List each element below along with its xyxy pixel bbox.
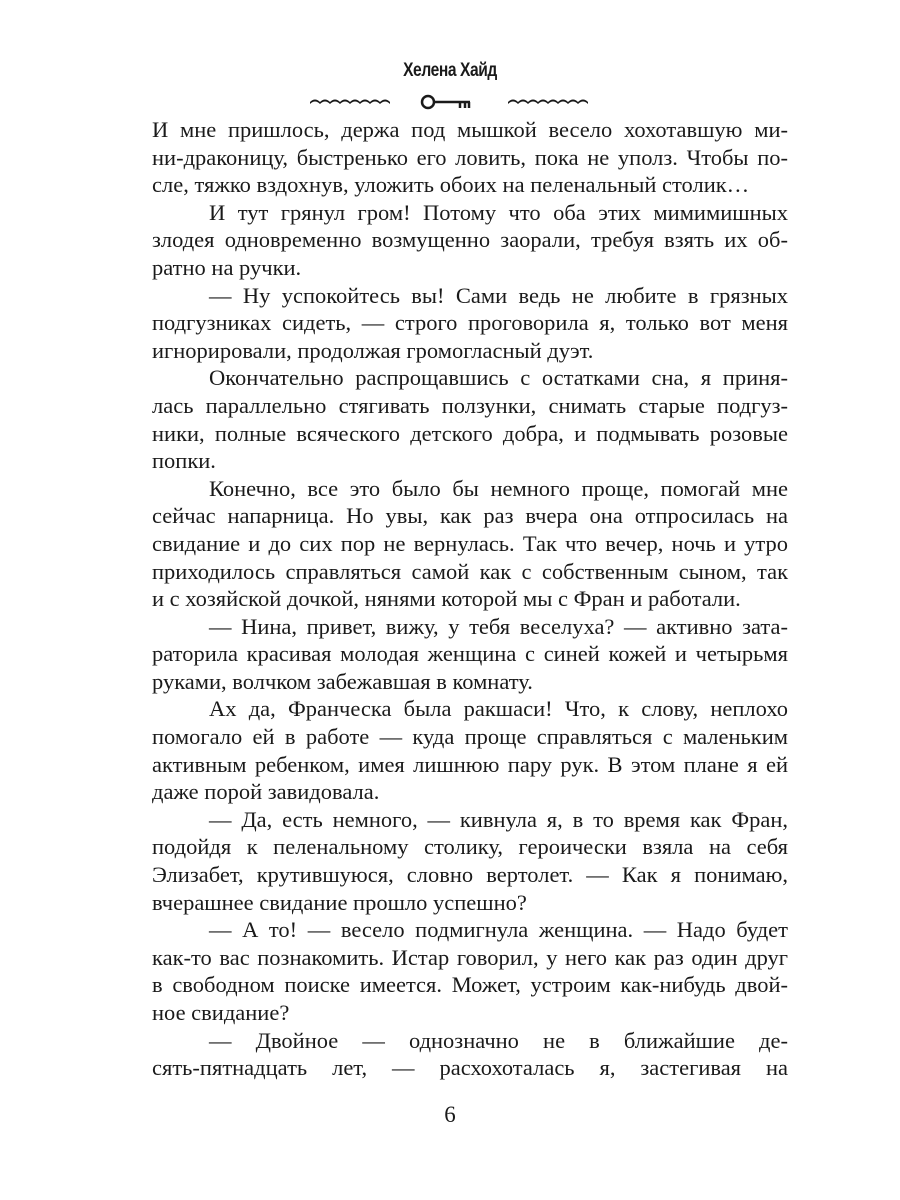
page-number: 6 [444,1102,456,1127]
paragraph [152,116,788,199]
text-line: лась параллельно стягивать ползунки, снимать старые подгуз- [152,392,788,418]
text-line: как-то вас познакомить. Истар говорил, у него как раз один друг [152,944,788,970]
text-line: вчерашнее свидание прошло успешно? [152,889,527,915]
text-line: в свободном поиске имеется. Может, устроим как-нибудь двой- [152,972,788,998]
paragraph [152,475,788,613]
text-line: И тут грянул гром! Потому что оба этих мимимишных [209,199,788,225]
text-line: сейчас напарница. Но увы, как раз вчера она отпросилась на [152,503,788,529]
text-line: Элизабет, крутившуюся, словно вертолет. — Как я понимаю, [152,862,788,888]
running-head-author: Хелена Хайд [403,60,497,81]
paragraph [152,1027,788,1082]
wavy-line-left-icon [310,100,390,105]
key-icon [422,96,470,108]
text-line: — Да, есть немного, — кивнула я, в то время как Фран, [209,806,788,832]
text-line: — А то! — весело подмигнула женщина. — Надо будет [209,917,788,943]
text-line: попки. [152,448,216,474]
text-line: ное свидание? [152,1000,290,1025]
text-line: — Двойное — однозначно не в ближайшие де- [209,1027,788,1053]
paragraph [152,364,788,474]
text-line: сле, тяжко вздохнув, уложить обоих на пеленальный столик… [152,172,750,198]
text-line: помогало ей в работе — куда проще справляться с маленьким [152,724,788,750]
paragraph [152,613,788,696]
text-line: ники, полные всяческого детского добра, и подмывать розовые [152,420,788,446]
paragraph [152,806,788,916]
text-line: свидание и до сих пор не вернулась. Так что вечер, ночь и утро [152,530,788,556]
text-line: ни-драконицу, быстренько его ловить, пока не уполз. Чтобы по- [152,144,788,170]
text-line: Ах да, Франческа была ракшаси! Что, к слову, неплохо [209,696,788,722]
body-text [152,116,788,1082]
text-line: и с хозяйской дочкой, нянями которой мы с Фран и работали. [152,586,741,612]
text-line: И мне пришлось, держа под мышкой весело хохотавшую ми- [152,117,788,142]
text-line: приходилось справляться самой как с собственным сыном, так [152,558,788,584]
text-line: даже порой завидовала. [152,779,380,805]
text-line: Окончательно распрощавшись с остатками сна, я приня- [209,365,788,391]
wavy-line-right-icon [508,100,588,105]
text-line: ратно на ручки. [152,254,302,280]
text-line: Конечно, все это было бы немного проще, помогай мне [209,475,788,501]
text-line: активным ребенком, имея лишнюю пару рук. В этом плане я ей [152,751,788,777]
paragraph [152,916,788,1026]
key-ornament-icon [300,92,600,112]
text-line: подойдя к пеленальному столику, героически взяла на себя [152,834,788,860]
text-line: сять-пятнадцать лет, — расхохоталась я, застегивая на [152,1055,788,1081]
text-line: — Ну успокойтесь вы! Сами ведь не любите в грязных [209,282,788,308]
paragraph [152,695,788,805]
text-line: злодея одновременно возмущенно заорали, требуя взять их об- [152,227,788,253]
text-line: раторила красивая молодая женщина с синей кожей и четырьмя [152,641,788,667]
text-line: подгузниках сидеть, — строго проговорила я, только вот меня [152,310,788,336]
paragraph [152,199,788,282]
text-line: руками, волчком забежавшая в комнату. [152,668,533,694]
paragraph [152,282,788,365]
text-line: — Нина, привет, вижу, у тебя веселуха? — активно зата- [209,613,788,639]
text-line: игнорировали, продолжая громогласный дуэт. [152,337,594,363]
